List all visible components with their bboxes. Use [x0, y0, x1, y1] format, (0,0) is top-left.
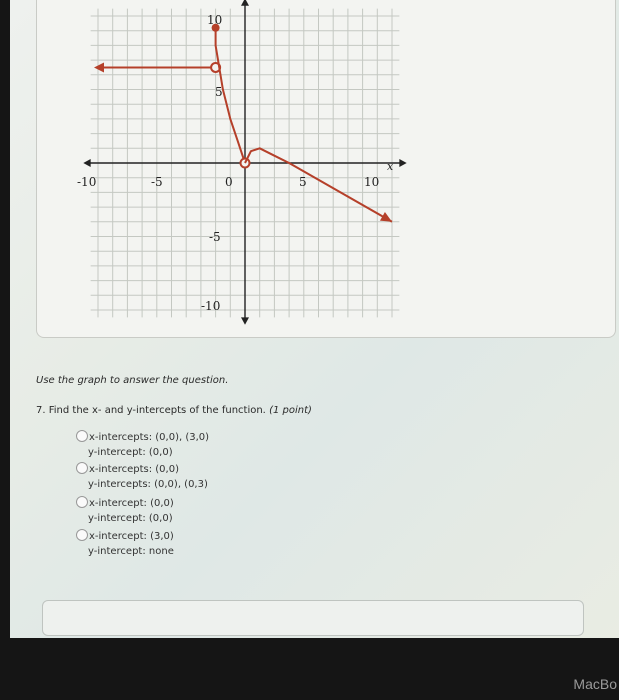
question-7 [36, 405, 312, 416]
option-c-line2: y-intercept: (0,0) [88, 513, 173, 524]
option-a-line1: x-intercepts: (0,0), (3,0) [89, 432, 210, 443]
segment-arrow-left [94, 62, 104, 72]
y-tick-neg5: -5 [209, 230, 221, 244]
option-d-line2: y-intercept: none [88, 546, 174, 557]
option-d-line1: x-intercept: (3,0) [89, 531, 174, 542]
option-c-line1: x-intercept: (0,0) [89, 498, 174, 509]
x-axis-arrow-right [399, 159, 406, 167]
radio-button[interactable] [76, 430, 88, 442]
next-question-card [42, 600, 584, 636]
function-graph [37, 0, 617, 338]
answer-option-a[interactable] [76, 430, 209, 460]
option-b-line1: x-intercepts: (0,0) [89, 464, 179, 475]
radio-button[interactable] [76, 462, 88, 474]
instruction-text: Use the graph to answer the question. [36, 375, 229, 386]
graph-card [36, 0, 616, 338]
x-tick-5: 5 [299, 175, 307, 189]
answer-option-c[interactable] [76, 496, 174, 526]
x-tick-0: 0 [225, 175, 233, 189]
x-tick-10: 10 [364, 175, 380, 189]
y-axis-arrow-down [241, 317, 249, 324]
laptop-bezel-label: MacBo [573, 676, 617, 692]
radio-button[interactable] [76, 496, 88, 508]
answer-option-b[interactable] [76, 462, 208, 492]
question-points: (1 point) [269, 405, 312, 416]
x-tick-neg5: -5 [151, 175, 163, 189]
option-a-line2: y-intercept: (0,0) [88, 447, 173, 458]
y-tick-10: 10 [207, 13, 223, 27]
x-axis-arrow-left [83, 159, 90, 167]
y-tick-5: 5 [215, 85, 223, 99]
answer-option-d[interactable] [76, 529, 174, 559]
question-text: Find the x- and y-intercepts of the function. [48, 405, 266, 416]
radio-button[interactable] [76, 529, 88, 541]
x-tick-neg10: -10 [77, 175, 97, 189]
y-axis-arrow-up [241, 0, 249, 6]
y-tick-neg10: -10 [201, 299, 221, 313]
option-b-line2: y-intercepts: (0,0), (0,3) [88, 479, 208, 490]
x-axis-label: x [387, 160, 394, 173]
question-number: 7. [36, 405, 46, 416]
screen [10, 0, 619, 638]
